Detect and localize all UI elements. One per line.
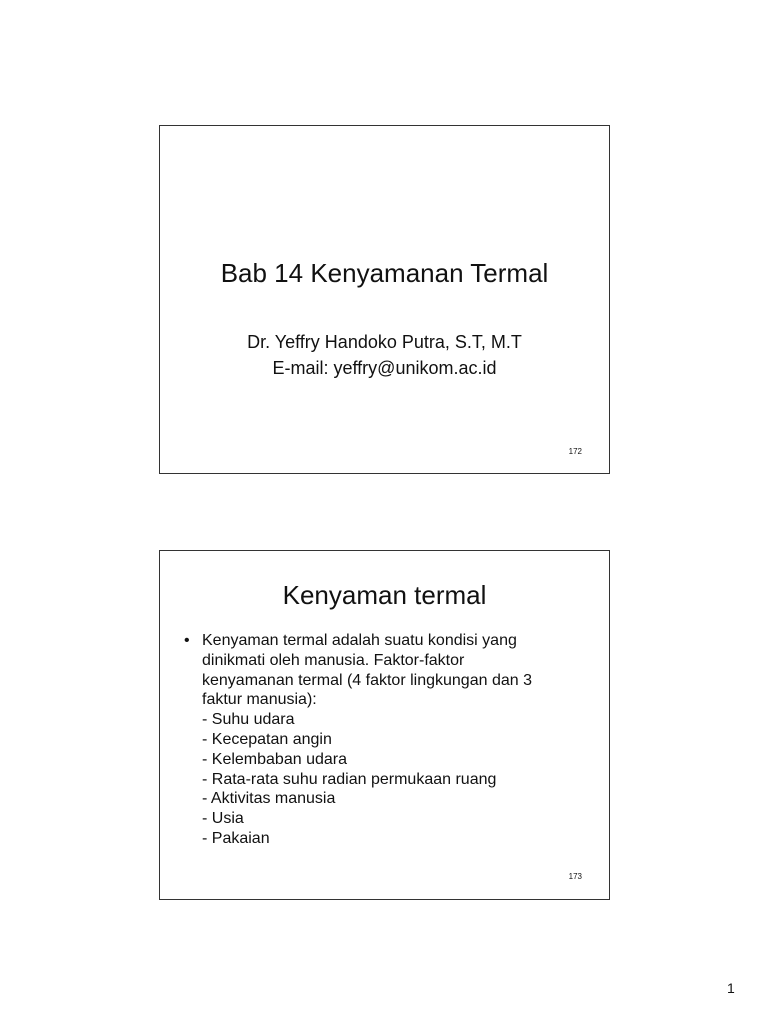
slide-2 <box>159 550 610 900</box>
list-item: - Rata-rata suhu radian permukaan ruang <box>202 770 497 788</box>
slide-title: Bab 14 Kenyamanan Termal <box>220 258 549 288</box>
page-number: 1 <box>727 980 735 996</box>
bullet-dot-icon: • <box>184 632 190 649</box>
slide-title: Kenyaman termal <box>282 580 487 610</box>
author-block <box>160 329 609 381</box>
slide-1 <box>159 125 610 474</box>
list-item: - Aktivitas manusia <box>202 790 336 808</box>
list-item: - Usia <box>202 810 244 828</box>
author-name: Dr. Yeffry Handoko Putra, S.T, M.T <box>247 332 522 352</box>
bullet-text-line: kenyamanan termal (4 faktor lingkungan dan 3 <box>202 671 532 689</box>
list-item: - Pakaian <box>202 829 270 847</box>
author-email: E-mail: yeffry@unikom.ac.id <box>272 358 497 378</box>
bullet-text-line: Kenyaman termal adalah suatu kondisi yang <box>202 632 517 649</box>
slide-number: 173 <box>568 872 582 881</box>
slide-number: 172 <box>568 447 582 456</box>
list-item: - Kecepatan angin <box>202 730 332 748</box>
factor-list <box>184 710 594 849</box>
bullet-text <box>202 631 594 710</box>
list-item: - Suhu udara <box>202 711 295 729</box>
bullet-text-line: dinikmati oleh manusia. Faktor-faktor <box>202 651 465 669</box>
list-item: - Kelembaban udara <box>202 750 347 768</box>
bullet-block <box>184 631 594 849</box>
bullet-item <box>184 631 594 710</box>
bullet-text-line: faktur manusia): <box>202 691 317 709</box>
